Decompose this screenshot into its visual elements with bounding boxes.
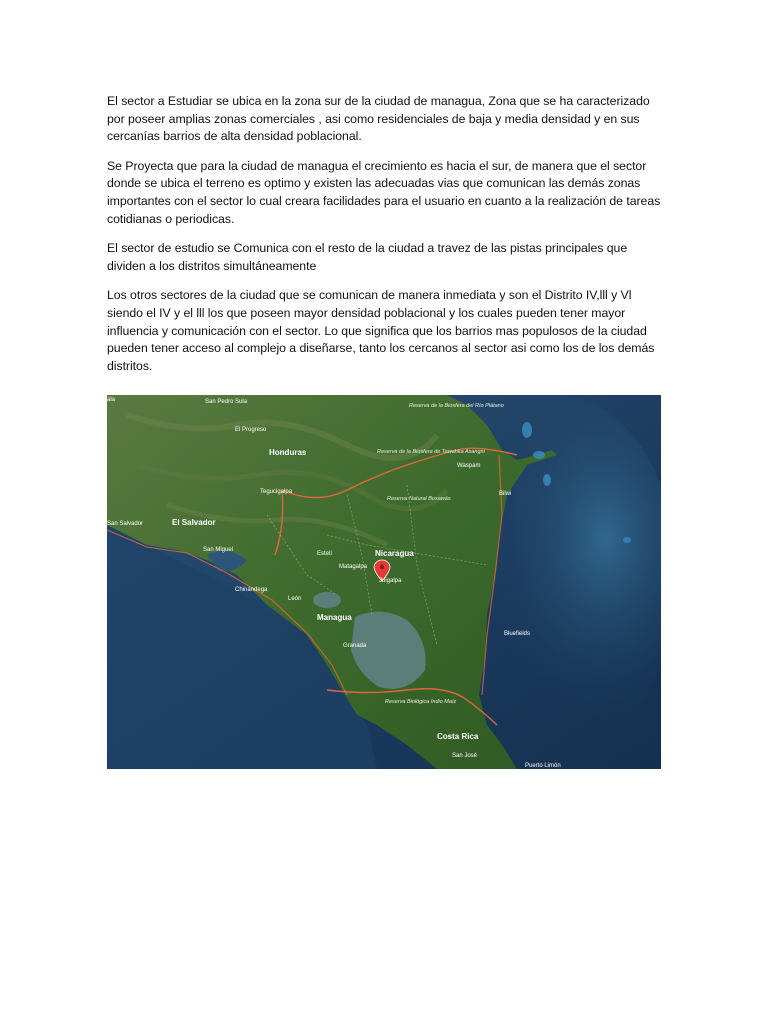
map-label-san-miguel: San Miguel bbox=[203, 547, 234, 553]
map-label-granada: Granada bbox=[343, 643, 367, 649]
document-body bbox=[107, 93, 663, 387]
paragraph-4: Los otros sectores de la ciudad que se comunican de manera inmediata y son el Distrito IV,lll y Vl siendo el IV y el lll los que poseen mayor densidad poblacional y los cuales pueden tener mayor influencia y comunicación con el sector. Lo que significa que los barrios mas populosos de la ciudad pueden tener acceso al complejo a diseñarse, tanto los cercanos al sector asi como los de los demás distritos. bbox=[107, 288, 655, 373]
paragraph-3: El sector de estudio se Comunica con el resto de la ciudad a travez de las pistas principales que dividen a los distritos simultáneamente bbox=[107, 241, 628, 273]
map-label-leon: León bbox=[288, 596, 302, 602]
map-label-san-jose: San José bbox=[452, 753, 478, 759]
map-label-costa-rica: Costa Rica bbox=[437, 732, 479, 741]
map-label-el-salvador: El Salvador bbox=[172, 518, 216, 527]
map-label-honduras: Honduras bbox=[269, 448, 307, 457]
map-label-san-pedro-sula: San Pedro Sula bbox=[205, 399, 248, 405]
map-label-bluefields: Bluefields bbox=[504, 631, 531, 637]
map-label-managua: Managua bbox=[317, 613, 352, 622]
paragraph-1: El sector a Estudiar se ubica en la zona sur de la ciudad de managua, Zona que se ha caracterizado por poseer amplias zonas comerciales , asi como residenciales de baja y media densidad y en sus cercanías barrios de alta densidad poblacional. bbox=[107, 94, 650, 144]
map-label-esteli: Estelí bbox=[317, 551, 333, 557]
map-label-guatemala: ala bbox=[107, 397, 116, 403]
map-label-juigalpa: Juigalpa bbox=[379, 578, 402, 584]
map-label-reserva-rio-platano: Reserva de la Biosfera del Río Plátano bbox=[409, 403, 504, 409]
map-label-reserva-indio-maiz: Reserva Biológica Indio Maíz bbox=[385, 699, 457, 705]
map-label-waspam: Waspam bbox=[457, 463, 481, 469]
map-label-bilwi: Bilwi bbox=[499, 491, 512, 497]
lake-managua bbox=[313, 592, 341, 608]
satellite-map-image bbox=[107, 395, 661, 769]
map-label-puerto-limon: Puerto Limón bbox=[525, 763, 561, 769]
map-label-tegucigalpa: Tegucigalpa bbox=[260, 489, 293, 495]
map-label-nicaragua: Nicaragua bbox=[375, 549, 414, 558]
map-illustration bbox=[107, 395, 661, 769]
map-label-reserva-bosawas: Reserva Natural Bosawás bbox=[387, 496, 451, 502]
map-label-el-progreso: El Progreso bbox=[235, 427, 267, 433]
map-label-matagalpa: Matagalpa bbox=[339, 564, 368, 570]
map-label-san-salvador: San Salvador bbox=[107, 521, 144, 527]
paragraph-2: Se Proyecta que para la ciudad de managua el crecimiento es hacia el sur, de manera que el sector donde se ubica el terreno es optimo y existen las adecuadas vias que comunican las demás zonas importantes con el sector lo cual creara facilidades para el usuario en cuanto a la realización de tareas cotidianas o periodicas. bbox=[107, 158, 661, 226]
map-label-chinandega: Chinandega bbox=[235, 587, 268, 593]
map-label-reserva-tawahka: Reserva de la Biosfera de Tawahka Asangni bbox=[377, 449, 485, 455]
